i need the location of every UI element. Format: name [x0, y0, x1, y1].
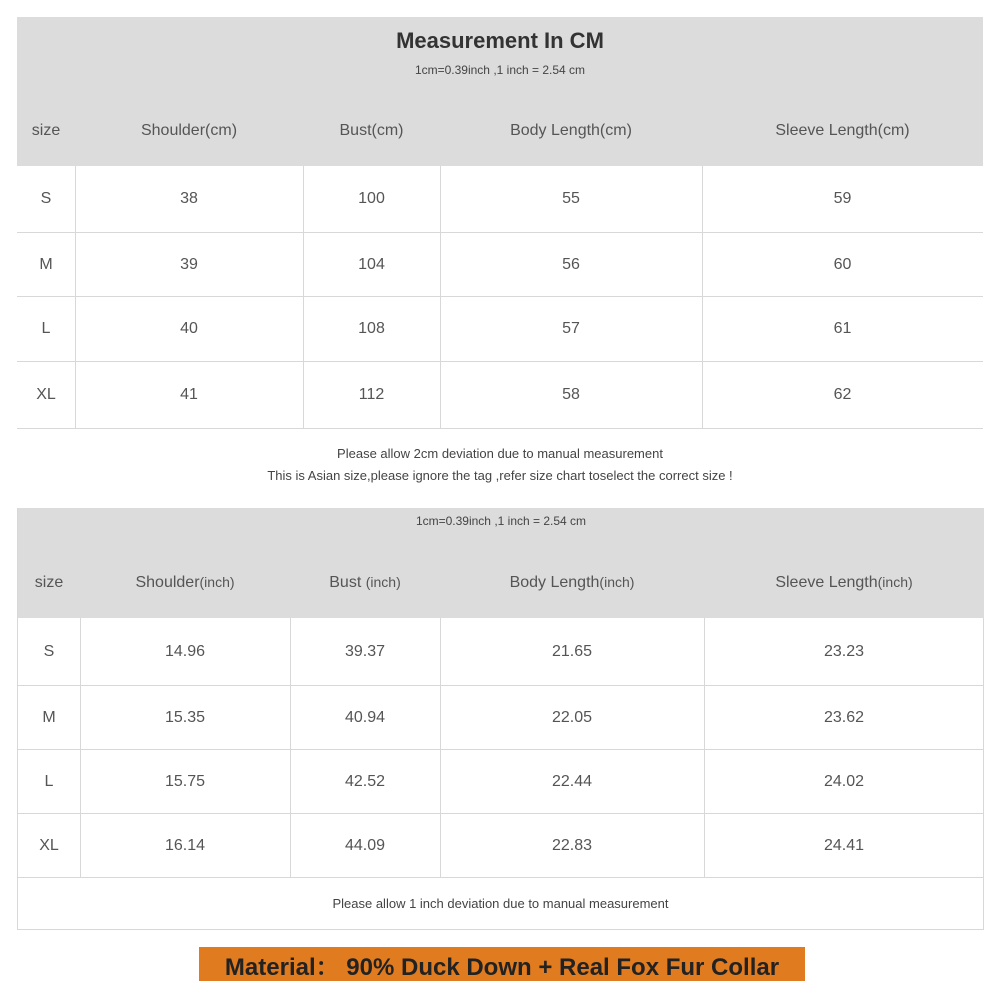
shoulder-cell: 41: [180, 386, 198, 403]
size-cell: M: [42, 708, 56, 726]
body-length-cell: 58: [562, 386, 580, 403]
size-cell: S: [40, 190, 52, 207]
sleeve-length-cell: 24.02: [823, 772, 865, 790]
body-length-cell: 55: [562, 190, 580, 207]
shoulder-cell: 38: [180, 190, 198, 207]
shoulder-cell: 15.75: [164, 772, 206, 790]
inch-header-bust: [290, 574, 440, 592]
shoulder-cell: 40: [180, 320, 198, 337]
sleeve-length-cell: 23.62: [823, 708, 865, 726]
sleeve-length-cell: 60: [833, 255, 852, 273]
cm-size-table: [17, 17, 983, 429]
inch-header-shoulder-label: Shoulder: [135, 574, 200, 591]
shoulder-cell: 14.96: [164, 642, 206, 660]
inch-size-table: [17, 508, 984, 930]
cm-header-sleeve-length: Sleeve Length(cm): [775, 122, 910, 139]
inch-header-bust-label: Bust: [329, 574, 366, 591]
shoulder-cell: 16.14: [164, 836, 206, 854]
inch-deviation-note: Please allow 1 inch deviation due to manual measurement: [332, 896, 669, 911]
asian-size-note: This is Asian size,please ignore the tag ,refer size chart toselect the correct size !: [267, 468, 733, 483]
cm-table-header: [17, 17, 983, 166]
shoulder-cell: 15.35: [164, 708, 206, 726]
cm-header-body-length: Body Length(cm): [510, 122, 632, 139]
table-row: [17, 233, 983, 297]
cm-deviation-note: Please allow 2cm deviation due to manual measurement: [337, 446, 663, 461]
bust-cell: 100: [358, 190, 385, 207]
inch-header-sleeve-length-unit: (inch): [877, 574, 913, 590]
body-length-cell: 22.05: [551, 708, 593, 726]
body-length-cell: 22.83: [551, 836, 593, 854]
bust-cell: 40.94: [344, 708, 386, 726]
bust-cell: 104: [358, 255, 385, 273]
shoulder-cell: 39: [180, 255, 198, 273]
inch-header-shoulder: [80, 574, 290, 592]
inch-header-body-length-label: Body Length: [509, 574, 600, 591]
body-length-cell: 22.44: [551, 772, 593, 790]
inch-header-size: [18, 574, 80, 592]
inch-header-sleeve-length: [704, 574, 984, 592]
body-length-cell: 57: [562, 320, 580, 337]
size-cell: L: [41, 320, 51, 337]
table-row: [18, 750, 984, 814]
sleeve-length-cell: 59: [833, 190, 852, 207]
inch-conversion-note: 1cm=0.39inch ,1 inch = 2.54 cm: [415, 514, 587, 528]
bust-cell: 108: [358, 320, 385, 337]
size-cell: M: [39, 255, 53, 273]
bust-cell: 44.09: [344, 836, 386, 854]
table-row: [17, 166, 983, 233]
cm-header-bust: Bust(cm): [339, 122, 404, 139]
sleeve-length-cell: 62: [833, 386, 852, 403]
inch-header-bust-unit: (inch): [365, 574, 401, 590]
bust-cell: 112: [358, 386, 385, 403]
table-row: [18, 686, 984, 750]
table-row: [17, 297, 983, 362]
sleeve-length-cell: 24.41: [823, 836, 865, 854]
body-length-cell: 21.65: [551, 642, 593, 660]
table-row: [18, 618, 984, 686]
bust-cell: 39.37: [344, 642, 386, 660]
sleeve-length-cell: 61: [833, 320, 852, 337]
table-row: [17, 362, 983, 429]
inch-header-body-length-unit: (inch): [599, 574, 635, 590]
inch-header-shoulder-unit: (inch): [199, 574, 235, 590]
size-cell: S: [43, 642, 55, 660]
material-banner: Material： 90% Duck Down + Real Fox Fur Collar: [199, 947, 805, 981]
size-cell: XL: [36, 386, 56, 403]
cm-conversion-note: 1cm=0.39inch ,1 inch = 2.54 cm: [414, 63, 586, 77]
cm-table-title: Measurement In CM: [396, 28, 604, 53]
inch-table-header: [18, 508, 984, 618]
inch-header-body-length: [440, 574, 704, 592]
inch-header-sleeve-length-label: Sleeve Length: [775, 574, 878, 591]
cm-header-shoulder: Shoulder(cm): [140, 122, 238, 139]
size-cell: XL: [39, 836, 59, 854]
size-cell: L: [44, 772, 54, 790]
cm-header-size: size: [31, 122, 61, 139]
sleeve-length-cell: 23.23: [823, 642, 865, 660]
bust-cell: 42.52: [344, 772, 386, 790]
body-length-cell: 56: [562, 255, 580, 273]
table-row: [18, 814, 984, 878]
inch-header-size-label: size: [34, 574, 64, 591]
